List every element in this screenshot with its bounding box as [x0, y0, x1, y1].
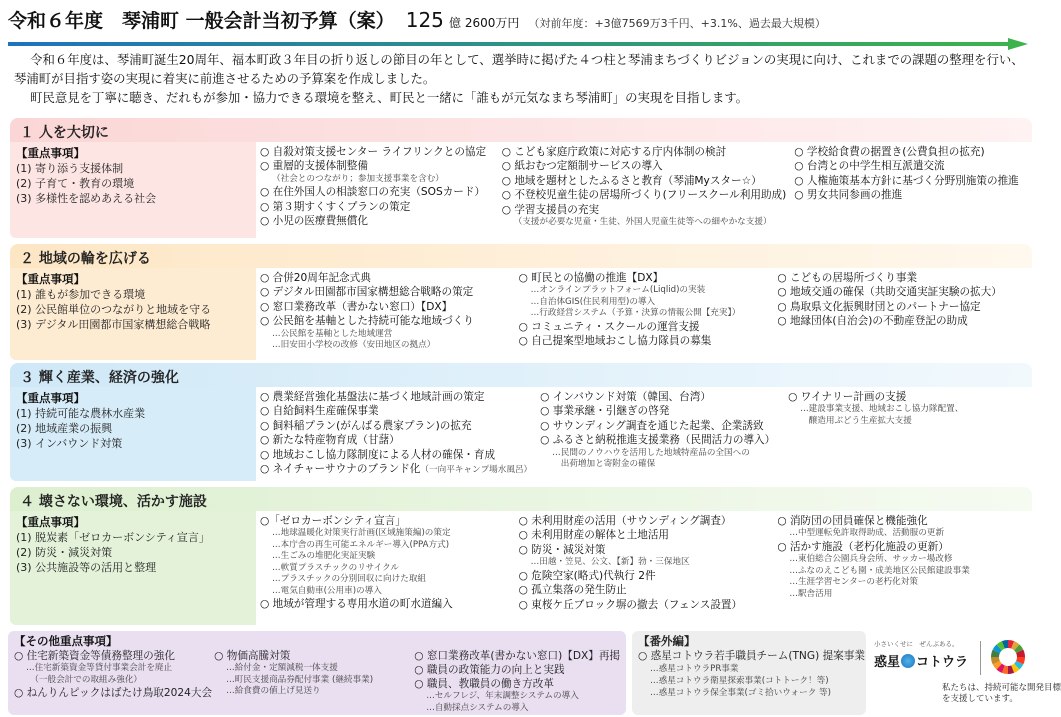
other-priority-panel — [8, 631, 626, 715]
measure-column — [498, 142, 791, 238]
divider — [980, 641, 981, 675]
measure-item: ○ 男女共同参画の推進 — [794, 189, 903, 202]
other-priority-column — [14, 649, 214, 714]
budget-amount: 125 — [405, 8, 444, 32]
measure-note: …建設事業支援、地域おこし協力隊配置、 — [800, 404, 964, 415]
key-items-header: 【重点事項】 — [16, 515, 85, 529]
planet-icon — [901, 654, 915, 668]
measure-item: ○ インバウンド対策（韓国、台湾） — [540, 391, 711, 403]
measure-item: ○ ねんりんピックはばたけ鳥取2024大会 — [14, 687, 213, 699]
section-title: ４ 壊さない環境、活かす施設 — [10, 487, 1032, 511]
key-item: (1) 持続可能な農林水産業 — [16, 407, 146, 420]
other-priority-column — [414, 649, 620, 714]
key-item: (3) デジタル田園都市国家構想総合戦略 — [16, 318, 211, 331]
measure-note: …民間のノウハウを活用した地域特産品の全国への — [552, 447, 750, 458]
measure-item: ○ 防災・減災対策 — [518, 543, 606, 556]
measure-item: ○ 孤立集落の発生防止 — [518, 584, 627, 597]
measure-column — [256, 268, 515, 360]
measure-column — [256, 142, 498, 238]
key-items — [10, 511, 252, 625]
logo-name-b: コトウラ — [916, 655, 969, 670]
measure-note: …電気自動車(公用車)の導入 — [272, 585, 382, 596]
measure-item: ○ 小児の医療費無償化 — [260, 215, 368, 228]
measure-note: …地球温暖化対策実行計画(区域施策編)の策定 — [272, 528, 451, 539]
measure-item: ○ 職員、教職員の働き方改革 — [414, 678, 554, 690]
section-title: ３ 輝く産業、経済の強化 — [10, 363, 1032, 387]
measure-item: ○ 未利用財産の活用（サウンディング調査） — [518, 515, 732, 527]
measure-item: ○ 学習支援員の充実 — [501, 203, 600, 216]
measure-column — [515, 511, 774, 625]
key-items — [10, 387, 252, 481]
measure-item: ○ 人権施策基本方針に基づく分野別施策の推進 — [794, 174, 1019, 187]
measure-item: ○ コミュニティ・スクールの運営支援 — [518, 320, 700, 333]
sdg-pledge-line: を支援しています。 — [942, 694, 1018, 704]
measure-note: …旧安田小学校の改修（安田地区の拠点） — [272, 340, 436, 351]
measure-item: ○ 事業承継・引継ぎの啓発 — [540, 405, 670, 418]
key-item: (1) 誰もが参加できる環境 — [16, 288, 146, 301]
key-items — [10, 142, 252, 238]
section-body — [10, 142, 1032, 238]
measure-note: 醸造用ぶどう生産拡大支援 — [800, 415, 912, 426]
measure-columns — [256, 511, 1032, 625]
measure-note: …給食費の値上げ見送り — [226, 686, 321, 696]
key-item: (3) 公共施設等の活用と整理 — [16, 561, 157, 574]
measure-note: …駅舎活用 — [789, 588, 833, 599]
measure-item: ○ 惑星コトウラ若手職員チーム(TNG) 提案事業 — [638, 650, 865, 662]
measure-note: …プラスチックの分別回収に向けた取組 — [272, 574, 427, 585]
measure-item: ○ 物価高騰対策 — [214, 650, 291, 662]
measure-item: ○ 活かす施設（老朽化施設の更新） — [777, 540, 949, 553]
key-item: (2) 地域産業の振興 — [16, 422, 113, 435]
measure-item: ○ 窓口業務改革（書かない窓口）【DX】 — [260, 300, 453, 313]
measure-item: ○ 東桜ケ丘ブロック塀の撤去（フェンス設置） — [518, 598, 743, 611]
sdg-wheel-icon — [990, 639, 1026, 675]
logo-wordmark — [874, 651, 968, 670]
key-item: (1) 寄り添う支援体制 — [16, 162, 124, 175]
progress-arrow-icon — [8, 38, 1028, 50]
measure-item: ○ 紙おむつ定額制サービスの導入 — [501, 160, 663, 173]
measure-note: （一向平キャンプ場水風呂） — [420, 465, 533, 476]
budget-amount-unit: 億 2600万円 — [449, 16, 520, 30]
measure-note: …自治体GIS(住民利用型)の導入 — [530, 296, 656, 307]
measure-item: ○ 危険空家(略式)代執行 2件 — [518, 569, 656, 582]
measure-column — [256, 387, 536, 481]
measure-note: …惑星コトウラ衛星探索事業(コトトーク！等) — [650, 676, 829, 686]
measure-note: …本庁舎の再生可能エネルギー導入(PPA方式) — [272, 539, 450, 550]
measure-item: ○ 学校給食費の据置き(公費負担の拡充) — [794, 146, 985, 158]
measure-note: （支援が必要な児童・生徒、外国人児童生徒等への細やかな支援） — [513, 217, 772, 228]
measure-note: …住宅新築資金等貸付事業会計を廃止 — [26, 663, 173, 673]
measure-item: ○ こどもの居場所づくり事業 — [777, 272, 918, 284]
measure-item: ○ 職員の政策能力の向上と実践 — [414, 664, 565, 676]
page-title: 令和６年度 琴浦町 一般会計当初予算（案） — [8, 10, 395, 32]
measure-note: …ふなのえこども園・成美地区公民館建設事業 — [789, 565, 970, 576]
logo-area — [872, 633, 1061, 715]
measure-columns — [256, 142, 1032, 238]
measure-note: …田越・笠見、公文、【新】勃・三保地区 — [530, 557, 690, 568]
key-items-header: 【重点事項】 — [16, 146, 85, 160]
measure-item-label: ○ ネイチャーサウナのブランド化 — [260, 463, 421, 476]
measure-item: ○ 公民館を基軸とした持続可能な地域づくり — [260, 315, 474, 328]
measure-item: ○ 消防団の団員確保と機能強化 — [777, 515, 928, 527]
measure-item: ○ 第３期すくすくプランの策定 — [260, 200, 411, 213]
measure-note: …中型運転免許取得助成、活動服の更新 — [789, 528, 945, 539]
measure-item: ○ 農業経営強化基盤法に基づく地域計画の策定 — [260, 391, 485, 403]
other-priority-columns — [14, 649, 620, 714]
logo-tagline: 小さいくせに ぜんぶある。 — [874, 640, 959, 648]
measure-column — [790, 142, 1032, 238]
measure-note: …惑星コトウラ保全事業(ゴミ拾いウォーク 等) — [650, 688, 831, 698]
extra-panel — [632, 631, 866, 715]
measure-note: …オンラインプラットフォーム(Liqlid)の実装 — [530, 285, 706, 296]
key-item: (2) 防災・減災対策 — [16, 546, 113, 559]
measure-item: ○ 地域が管理する専用水道の町水道編入 — [260, 598, 453, 611]
measure-column — [773, 268, 1032, 360]
section-body — [10, 511, 1032, 625]
measure-columns — [256, 268, 1032, 360]
measure-item: ○ 地域を題材としたふるさと教育（琴浦Myスター☆） — [501, 174, 762, 187]
measure-note: （一般会計での取組み強化） — [26, 674, 143, 685]
measure-item — [260, 462, 532, 477]
measure-item: ○ サウンディング調査を通じた起業、企業誘致 — [540, 419, 764, 432]
measure-item: ○ 地域交通の確保（共助交通実証実験の拡大） — [777, 286, 1002, 299]
measure-note: （社会とのつながり；参加支援事業を含む） — [272, 173, 444, 184]
sdg-pledge — [942, 683, 1061, 705]
other-priority-column — [214, 649, 414, 714]
measure-item: ○ 住宅新築資金等債務整理の強化 — [14, 650, 175, 662]
measure-note: 出荷増加と寄附金の確保 — [552, 459, 656, 470]
measure-note: …軟質プラスチックのリサイクル — [272, 562, 400, 573]
measure-column — [256, 511, 515, 625]
key-item: (2) 子育て・教育の環境 — [16, 177, 135, 190]
measure-item: ○ 重層的支援体制整備 — [260, 160, 368, 173]
intro-text — [14, 50, 1029, 107]
intro-paragraph-2: 町民意見を丁寧に聴き、だれもが参加・協力できる環境を整え、町民と一緒に「誰もが元気なまち琴浦町」の実現を目指します。 — [30, 90, 749, 105]
budget-comparison: （対前年度：+3億7569万3千円、+3.1%、過去最大規模） — [528, 17, 826, 30]
measure-item: ○ デジタル田園都市国家構想総合戦略の策定 — [260, 286, 474, 299]
key-items-header: 【重点事項】 — [16, 272, 85, 286]
measure-item: ○ 自給飼料生産確保事業 — [260, 405, 379, 418]
measure-column — [515, 268, 774, 360]
intro-paragraph-1: 令和６年度は、琴浦町誕生20周年、福本町政３年目の折り返しの節目の年として、選挙時に掲げた４つ柱と琴浦まちづくりビジョンの実現に向け、これまでの課題の整理を行い、琴浦町が目指す姿の実現に着実に前進させるための予算案を作成しました。 — [14, 52, 1024, 86]
measure-note: …生ごみの堆肥化実証実験 — [272, 551, 376, 562]
measure-note: …惑星コトウラPR事業 — [650, 664, 739, 674]
measure-item: ○ 鳥取県文化振興財団とのパートナー協定 — [777, 300, 981, 313]
measure-item: ○ 地域おこし協力隊制度による人材の確保・育成 — [260, 448, 496, 461]
measure-item: ○「ゼロカーボンシティ宣言」 — [260, 515, 406, 527]
measure-item: ○ 飼料稲プラン(がんばる農家プラン)の拡充 — [260, 419, 472, 432]
measure-note: …東伯総合公園兵身会所、サッカー場改修 — [789, 554, 953, 565]
measure-note: …セルフレジ、年末調整システムの導入 — [426, 691, 579, 701]
key-item: (3) インバウンド対策 — [16, 437, 123, 450]
measure-item: ○ 自殺対策支援センター ライフリンクとの協定 — [260, 146, 487, 158]
section-title: １ 人を大切に — [10, 118, 1032, 142]
measure-item: ○ 在住外国人の相談窓口の充実（SOSカード） — [260, 186, 486, 199]
other-priority-header: 【その他重点事項】 — [14, 634, 118, 648]
measure-item: ○ ワイナリー計画の支援 — [788, 391, 907, 403]
measure-item: ○ 合併20周年記念式典 — [260, 272, 371, 284]
extra-header: 【番外編】 — [638, 634, 696, 648]
page-title-bar — [8, 6, 1032, 34]
measure-item: ○ 台湾との中学生相互派遣交流 — [794, 160, 945, 173]
measure-item: ○ 新たな特産物育成（甘藷） — [260, 434, 400, 447]
key-item: (2) 公民館単位のつながりと地域を守る — [16, 303, 212, 316]
measure-column — [784, 387, 1032, 481]
section-body — [10, 268, 1032, 360]
measure-column — [773, 511, 1032, 625]
measure-note: …行政経営システム（予算・決算の情報公開【充実】） — [530, 308, 741, 319]
sdg-pledge-line: 私たちは、持続可能な開発目標 — [942, 683, 1061, 693]
section-community — [10, 244, 1032, 360]
measure-item: ○ 自己提案型地域おこし協力隊員の募集 — [518, 335, 712, 348]
measure-item: ○ 不登校児童生徒の居場所づくり(フリースクール利用助成) — [501, 189, 787, 202]
measure-item: ○ こども家庭庁政策に対応する庁内体制の検討 — [501, 146, 727, 158]
key-items — [10, 268, 252, 360]
measure-note: …公民館を基軸とした地域運営 — [272, 328, 393, 339]
measure-note: …給付金・定額減税一体支援 — [226, 663, 338, 673]
measure-item: ○ 町民との協働の推進【DX】 — [518, 272, 664, 284]
measure-item: ○ ふるさと納税推進支援業務（民間活力の導入） — [540, 434, 776, 447]
section-people — [10, 118, 1032, 238]
measure-item: ○ 窓口業務改革(書かない窓口)【DX】再掲 — [414, 650, 621, 662]
measure-item: ○ 未利用財産の解体と土地活用 — [518, 529, 670, 542]
logo-name-a: 惑星 — [874, 655, 901, 670]
measure-note: …町民支援商品券配付事業 (継続事業) — [226, 674, 374, 685]
key-item: (3) 多様性を認めあえる社会 — [16, 192, 157, 205]
section-title: ２ 地域の輪を広げる — [10, 244, 1032, 268]
key-item: (1) 脱炭素「ゼロカーボンシティ宣言」 — [16, 531, 210, 544]
section-environment — [10, 487, 1032, 625]
measure-note: …生涯学習センターの老朽化対策 — [789, 577, 918, 588]
key-items-header: 【重点事項】 — [16, 391, 85, 405]
measure-note: …自動採点システムの導入 — [426, 702, 529, 713]
measure-item: ○ 地縁団体(自治会)の不動産登記の助成 — [777, 315, 968, 328]
measure-columns — [256, 387, 1032, 481]
measure-column — [536, 387, 784, 481]
section-industry — [10, 363, 1032, 481]
section-body — [10, 387, 1032, 481]
